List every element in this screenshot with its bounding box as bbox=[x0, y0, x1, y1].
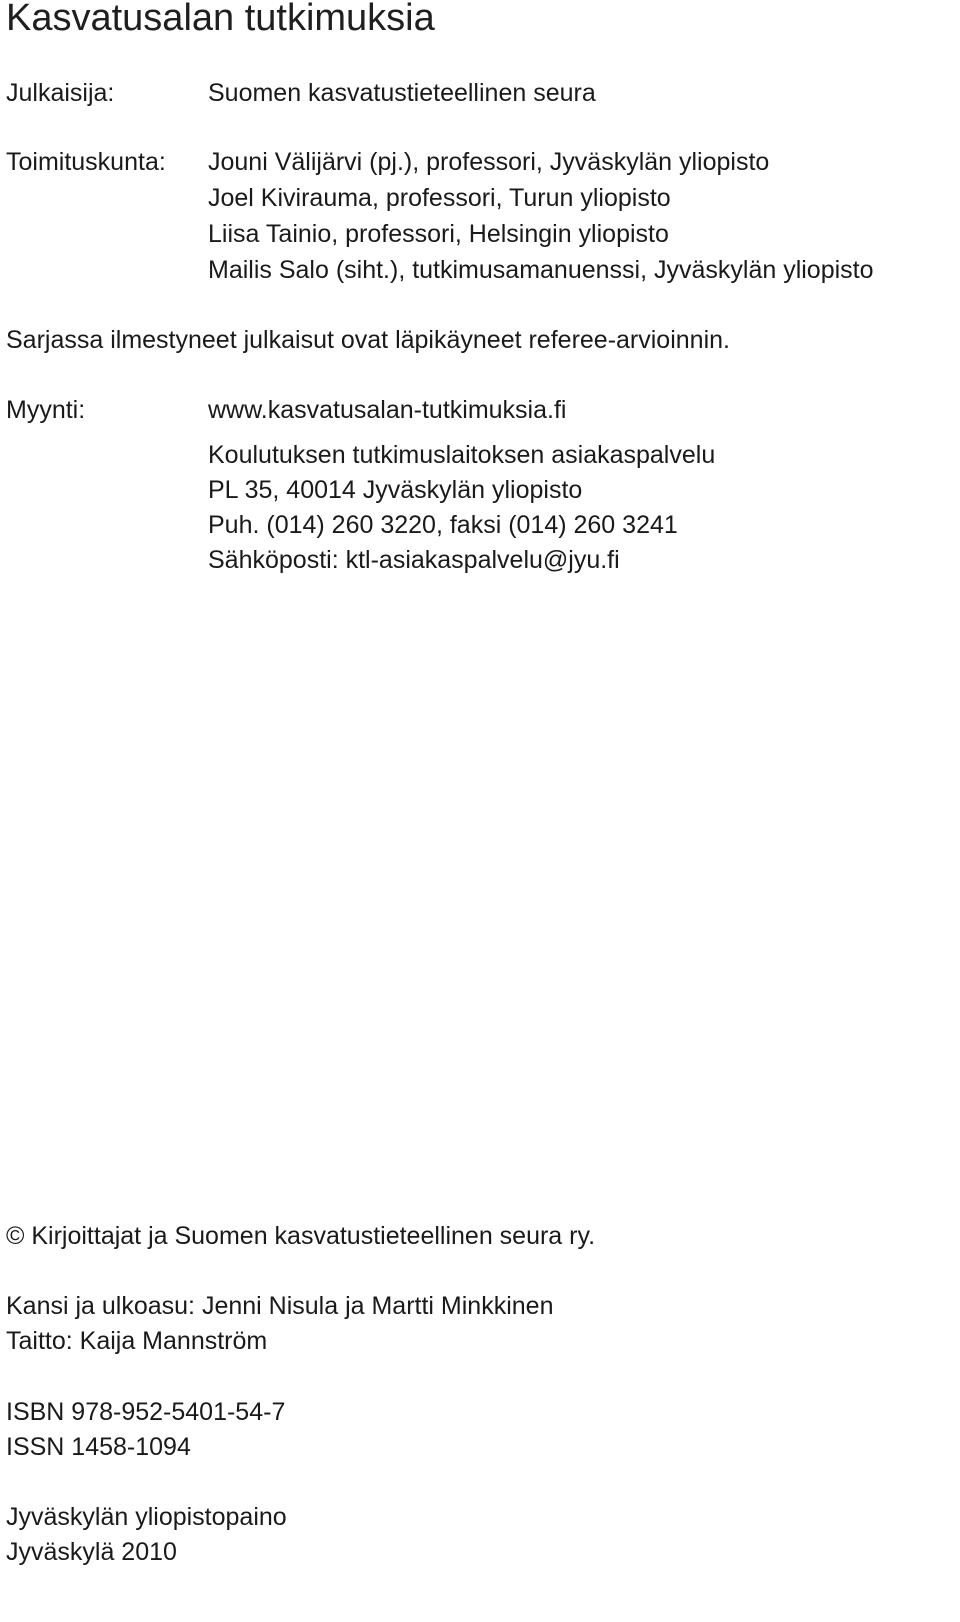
sales-website-link[interactable]: www.kasvatusalan-tutkimuksia.fi bbox=[208, 396, 567, 424]
referee-note: Sarjassa ilmestyneet julkaisut ovat läpikäyneet referee-arvioinnin. bbox=[6, 326, 730, 354]
isbn: ISBN 978-952-5401-54-7 bbox=[6, 1398, 286, 1426]
page-title: Kasvatusalan tutkimuksia bbox=[6, 0, 435, 39]
editorial-board-member: Mailis Salo (siht.), tutkimusamanuenssi, Jyväskylän yliopisto bbox=[208, 256, 874, 284]
publisher-value: Suomen kasvatustieteellinen seura bbox=[208, 79, 596, 107]
print-place-year: Jyväskylä 2010 bbox=[6, 1538, 177, 1566]
issn: ISSN 1458-1094 bbox=[6, 1433, 191, 1461]
credit-line: Kansi ja ulkoasu: Jenni Nisula ja Martti Minkkinen bbox=[6, 1292, 554, 1320]
credit-line: Taitto: Kaija Mannström bbox=[6, 1327, 268, 1355]
sales-label: Myynti: bbox=[6, 396, 86, 424]
sales-contact-line: Sähköposti: ktl-asiakaspalvelu@jyu.fi bbox=[208, 546, 620, 574]
publisher-label: Julkaisija: bbox=[6, 79, 115, 107]
sales-contact-line: Puh. (014) 260 3220, faksi (014) 260 3241 bbox=[208, 511, 678, 539]
copyright-notice: © Kirjoittajat ja Suomen kasvatustieteellinen seura ry. bbox=[6, 1222, 596, 1250]
sales-contact-line: PL 35, 40014 Jyväskylän yliopisto bbox=[208, 476, 583, 504]
editorial-board-member: Joel Kivirauma, professori, Turun yliopisto bbox=[208, 184, 671, 212]
editorial-board-member: Jouni Välijärvi (pj.), professori, Jyväskylän yliopisto bbox=[208, 148, 770, 176]
sales-contact-line: Koulutuksen tutkimuslaitoksen asiakaspalvelu bbox=[208, 441, 716, 469]
printer: Jyväskylän yliopistopaino bbox=[6, 1503, 287, 1531]
editorial-board-label: Toimituskunta: bbox=[6, 148, 166, 176]
editorial-board-member: Liisa Tainio, professori, Helsingin yliopisto bbox=[208, 220, 669, 248]
